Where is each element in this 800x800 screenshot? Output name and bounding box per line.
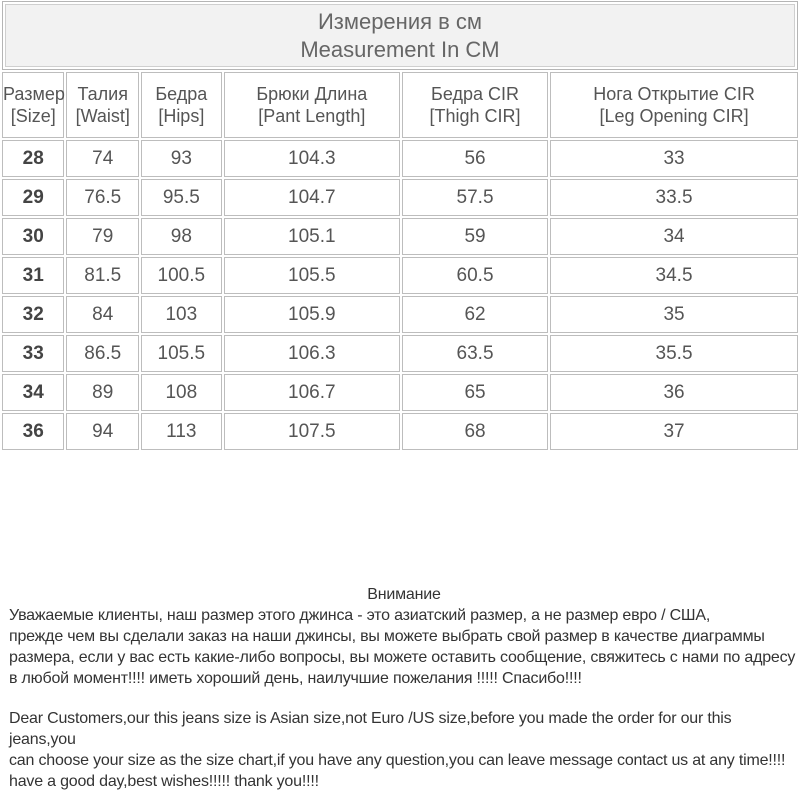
notice-heading: Внимание [367,586,441,603]
notice-text-en [9,708,799,792]
measurement-cell: 106.3 [224,335,400,372]
measurement-cell: 79 [66,218,139,255]
size-cell: 28 [2,140,64,177]
measurement-cell: 36 [550,374,798,411]
measurement-cell: 113 [141,413,222,450]
measurement-cell: 34 [550,218,798,255]
measurement-cell: 65 [402,374,548,411]
measurement-cell: 74 [66,140,139,177]
table-row [2,413,798,450]
column-header [2,72,64,138]
measurement-cell: 105.5 [224,257,400,294]
column-header [224,72,400,138]
measurement-cell: 105.5 [141,335,222,372]
measurement-cell: 93 [141,140,222,177]
measurement-cell: 86.5 [66,335,139,372]
table-row [2,218,798,255]
size-chart [2,1,798,456]
column-header [66,72,139,138]
column-header [402,72,548,138]
table-row [2,140,798,177]
measurement-cell: 63.5 [402,335,548,372]
size-cell: 36 [2,413,64,450]
measurement-cell: 104.3 [224,140,400,177]
chart-title-ru: Измерения в см [317,8,483,34]
notice-line: can choose your size as the size chart,if you have any question,you can leave message contact us at any time!!!! [9,752,786,769]
notice-line: прежде чем вы сделали заказ на наши джинсы, вы можете выбрать свой размер в качестве диаграммы [9,628,765,645]
measurement-cell: 107.5 [224,413,400,450]
size-cell: 33 [2,335,64,372]
column-header-ru: Брюки Длина [256,84,368,104]
measurement-cell: 95.5 [141,179,222,216]
measurement-cell: 59 [402,218,548,255]
measurement-cell: 37 [550,413,798,450]
measurement-cell: 76.5 [66,179,139,216]
measurement-cell: 33 [550,140,798,177]
notice-line: Уважаемые клиенты, наш размер этого джинса - это азиатский размер, а не размер евро / США, [9,607,711,624]
size-cell: 32 [2,296,64,333]
column-header-ru: Размер [3,84,65,104]
measurement-cell: 103 [141,296,222,333]
column-header-ru: Бедра [155,84,208,104]
measurement-cell: 56 [402,140,548,177]
column-header [550,72,798,138]
column-header-en: [Size] [10,106,56,126]
measurement-cell: 60.5 [402,257,548,294]
measurement-cell: 106.7 [224,374,400,411]
column-header-ru: Нога Открытие CIR [593,84,755,104]
notice-line: Dear Customers,our this jeans size is Asian size,not Euro /US size,before you made the order for our this jeans,you [9,710,732,748]
column-header-en: [Leg Opening CIR] [599,106,749,126]
measurement-cell: 35 [550,296,798,333]
table-row [2,179,798,216]
chart-title-box [2,1,798,70]
size-cell: 34 [2,374,64,411]
table-row [2,296,798,333]
table-row [2,335,798,372]
size-cell: 29 [2,179,64,216]
measurement-cell: 94 [66,413,139,450]
measurement-cell: 89 [66,374,139,411]
measurement-cell: 105.1 [224,218,400,255]
column-header-en: [Thigh CIR] [429,106,521,126]
table-body [2,140,798,450]
measurement-cell: 34.5 [550,257,798,294]
measurement-cell: 62 [402,296,548,333]
size-cell: 30 [2,218,64,255]
column-header-ru: Бедра CIR [431,84,519,104]
measurement-cell: 105.9 [224,296,400,333]
measurement-cell: 57.5 [402,179,548,216]
size-table [0,70,800,452]
table-header-row [2,72,798,138]
measurement-cell: 104.7 [224,179,400,216]
measurement-cell: 35.5 [550,335,798,372]
measurement-cell: 68 [402,413,548,450]
measurement-cell: 108 [141,374,222,411]
notice-line: have a good day,best wishes!!!!! thank you!!!! [9,773,319,790]
measurement-cell: 98 [141,218,222,255]
table-row [2,257,798,294]
measurement-cell: 100.5 [141,257,222,294]
column-header-en: [Waist] [75,106,130,126]
size-cell: 31 [2,257,64,294]
column-header-en: [Pant Length] [258,106,366,126]
column-header-en: [Hips] [158,106,205,126]
notice-line: в любой момент!!!! иметь хороший день, наилучшие пожелания !!!!! Спасибо!!!! [9,670,582,687]
notice-text-ru [9,605,799,689]
column-header-ru: Талия [77,84,128,104]
notice-line: размера, если у вас есть какие-либо вопросы, вы можете оставить сообщение, свяжитесь с нами по адресу [9,649,796,666]
measurement-cell: 81.5 [66,257,139,294]
column-header [141,72,222,138]
measurement-cell: 84 [66,296,139,333]
notice-section [9,584,799,792]
measurement-cell: 33.5 [550,179,798,216]
table-row [2,374,798,411]
chart-title-en: Measurement In CM [300,36,500,62]
